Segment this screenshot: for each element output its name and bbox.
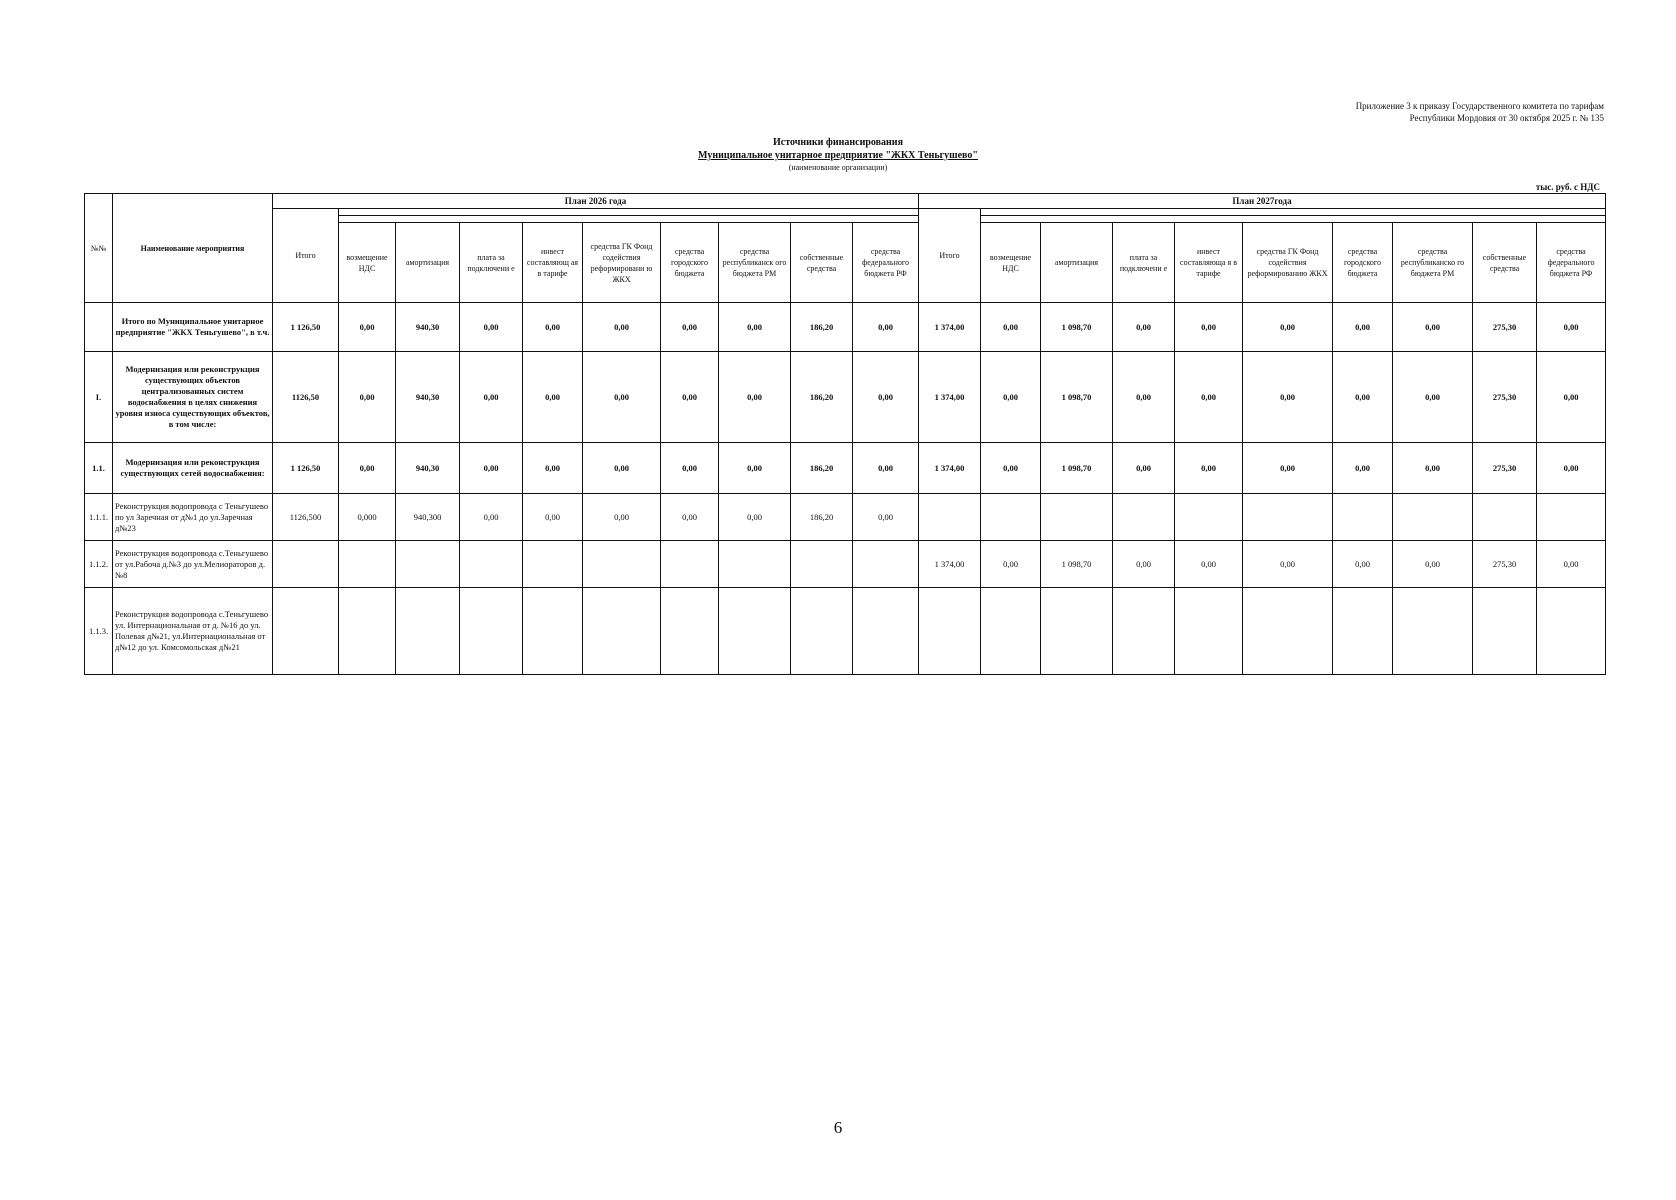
col-header: плата за подключени е (1113, 223, 1175, 303)
col-header: возмещение НДС (339, 223, 396, 303)
table-row (85, 588, 1606, 675)
cell-value (339, 588, 396, 675)
cell-value: 186,20 (791, 443, 853, 494)
cell-value: 1 098,70 (1041, 303, 1113, 352)
cell-value: 0,00 (523, 443, 583, 494)
cell-value: 0,00 (1113, 443, 1175, 494)
cell-value: 186,20 (791, 494, 853, 541)
col-header: инвест составляюща я в тарифе (1175, 223, 1243, 303)
cell-value: 0,00 (719, 443, 791, 494)
cell-value: 0,00 (1333, 443, 1393, 494)
cell-value: 1 126,50 (273, 443, 339, 494)
header-spacer (981, 216, 1606, 223)
row-name: Модернизация или реконструкция существующих объектов централизованных систем водоснабжения в целях снижения уровня износа существующих объектов, в том числе: (113, 352, 273, 443)
cell-value: 0,00 (1243, 443, 1333, 494)
cell-value: 0,00 (661, 494, 719, 541)
cell-value: 0,00 (1537, 443, 1606, 494)
cell-value: 0,00 (853, 352, 919, 443)
cell-value: 0,00 (853, 303, 919, 352)
cell-value (719, 588, 791, 675)
cell-value (1041, 588, 1113, 675)
cell-value: 0,000 (339, 494, 396, 541)
cell-value: 0,00 (339, 303, 396, 352)
cell-value (396, 541, 460, 588)
cell-value: 0,00 (853, 443, 919, 494)
row-number (85, 303, 113, 352)
cell-value (583, 541, 661, 588)
cell-value (791, 588, 853, 675)
cell-value: 0,00 (981, 443, 1041, 494)
cell-value (1473, 494, 1537, 541)
cell-value (1537, 494, 1606, 541)
row-number: 1.1. (85, 443, 113, 494)
cell-value (583, 588, 661, 675)
cell-value (791, 541, 853, 588)
cell-value: 0,00 (1333, 303, 1393, 352)
col-num-header: №№ (85, 194, 113, 303)
cell-value (1113, 588, 1175, 675)
cell-value: 0,00 (981, 303, 1041, 352)
cell-value: 0,00 (523, 352, 583, 443)
cell-value (339, 541, 396, 588)
cell-value (853, 541, 919, 588)
cell-value: 1 098,70 (1041, 443, 1113, 494)
cell-value: 0,00 (1175, 352, 1243, 443)
row-name: Модернизация или реконструкция существующих сетей водоснабжения: (113, 443, 273, 494)
col-name-header: Наименование мероприятия (113, 194, 273, 303)
table-row (85, 541, 1606, 588)
plan-2026-header: План 2026 года (273, 194, 919, 209)
cell-value: 186,20 (791, 303, 853, 352)
cell-value (1243, 494, 1333, 541)
cell-value (523, 588, 583, 675)
cell-value: 0,00 (583, 352, 661, 443)
cell-value: 1126,50 (273, 352, 339, 443)
cell-value: 0,00 (661, 352, 719, 443)
col-header: амортизация (396, 223, 460, 303)
cell-value: 1 098,70 (1041, 541, 1113, 588)
cell-value: 0,00 (460, 303, 523, 352)
cell-value: 1 374,00 (919, 352, 981, 443)
col-header: Итого (273, 209, 339, 303)
cell-value (661, 541, 719, 588)
cell-value: 0,00 (460, 352, 523, 443)
col-header: плата за подключени е (460, 223, 523, 303)
cell-value: 0,00 (1333, 352, 1393, 443)
cell-value (1473, 588, 1537, 675)
col-header: средства городского бюджета (661, 223, 719, 303)
cell-value: 0,00 (523, 494, 583, 541)
appendix-line-1: Приложение 3 к приказу Государственного комитета по тарифам (1355, 101, 1604, 111)
table-row (85, 303, 1606, 352)
cell-value (1175, 588, 1243, 675)
cell-value: 1 374,00 (919, 443, 981, 494)
col-header: Итого (919, 209, 981, 303)
cell-value: 275,30 (1473, 352, 1537, 443)
cell-value: 0,00 (1175, 541, 1243, 588)
table-row (85, 443, 1606, 494)
col-header: средства ГК Фонд содействия реформировани ю ЖКХ (583, 223, 661, 303)
cell-value: 1 374,00 (919, 303, 981, 352)
cell-value: 0,00 (853, 494, 919, 541)
col-header: средства федерального бюджета РФ (1537, 223, 1606, 303)
cell-value (1113, 494, 1175, 541)
cell-value: 0,00 (661, 443, 719, 494)
row-number: 1.1.3. (85, 588, 113, 675)
cell-value: 0,00 (1393, 352, 1473, 443)
cell-value (523, 541, 583, 588)
col-header: собственные средства (1473, 223, 1537, 303)
col-header: средства республиканск ого бюджета РМ (719, 223, 791, 303)
cell-value (396, 588, 460, 675)
cell-value: 0,00 (1243, 303, 1333, 352)
header-spacer (981, 209, 1606, 216)
cell-value: 1126,500 (273, 494, 339, 541)
table-row (85, 352, 1606, 443)
cell-value: 0,00 (1393, 443, 1473, 494)
cell-value: 940,30 (396, 303, 460, 352)
cell-value (273, 541, 339, 588)
cell-value (981, 494, 1041, 541)
table-row (85, 494, 1606, 541)
col-header: средства городского бюджета (1333, 223, 1393, 303)
cell-value (1393, 494, 1473, 541)
document-title: Источники финансирования (773, 137, 903, 148)
row-number: 1.1.2. (85, 541, 113, 588)
row-name: Итого по Муниципальное унитарное предприятие "ЖКХ Теньгушево", в т.ч. (113, 303, 273, 352)
cell-value: 0,00 (583, 303, 661, 352)
row-name: Реконструкция водопровода с.Теньгушево от ул.Рабоча д.№3 до ул.Мелиораторов д. №8 (113, 541, 273, 588)
cell-value (1175, 494, 1243, 541)
cell-value: 0,00 (719, 352, 791, 443)
cell-value (460, 588, 523, 675)
cell-value (273, 588, 339, 675)
cell-value: 0,00 (1243, 541, 1333, 588)
cell-value: 275,30 (1473, 541, 1537, 588)
cell-value (1243, 588, 1333, 675)
cell-value: 0,00 (339, 443, 396, 494)
cell-value: 0,00 (1175, 443, 1243, 494)
cell-value: 0,00 (1175, 303, 1243, 352)
col-header: средства республиканско го бюджета РМ (1393, 223, 1473, 303)
plan-2027-header: План 2027года (919, 194, 1606, 209)
cell-value (853, 588, 919, 675)
header-spacer (339, 216, 919, 223)
cell-value: 0,00 (460, 443, 523, 494)
cell-value: 0,00 (1393, 303, 1473, 352)
row-name: Реконструкция водопровода с Теньгушево по ул Заречная от д№1 до ул.Заречная д№23 (113, 494, 273, 541)
organization-name: Муниципальное унитарное предприятие "ЖКХ Теньгушево" (698, 150, 978, 161)
cell-value: 0,00 (719, 303, 791, 352)
appendix-line-2: Республики Мордовия от 30 октября 2025 г. № 135 (1409, 113, 1604, 123)
col-header: амортизация (1041, 223, 1113, 303)
cell-value (919, 494, 981, 541)
cell-value (460, 541, 523, 588)
col-header: возмещение НДС (981, 223, 1041, 303)
cell-value: 275,30 (1473, 443, 1537, 494)
cell-value (661, 588, 719, 675)
title-block (0, 136, 1676, 173)
cell-value: 940,30 (396, 352, 460, 443)
cell-value: 1 374,00 (919, 541, 981, 588)
col-header: инвест составляющ ая в тарифе (523, 223, 583, 303)
cell-value (1537, 588, 1606, 675)
cell-value: 0,00 (1243, 352, 1333, 443)
cell-value: 0,00 (1537, 541, 1606, 588)
cell-value (719, 541, 791, 588)
cell-value (1333, 494, 1393, 541)
units-label: тыс. руб. с НДС (1535, 182, 1600, 192)
cell-value: 1 098,70 (1041, 352, 1113, 443)
header-spacer (339, 209, 919, 216)
col-header: собственные средства (791, 223, 853, 303)
cell-value (1333, 588, 1393, 675)
cell-value: 0,00 (981, 352, 1041, 443)
cell-value: 0,00 (661, 303, 719, 352)
page-number: 6 (833, 1118, 843, 1137)
cell-value: 0,00 (719, 494, 791, 541)
cell-value: 0,00 (583, 443, 661, 494)
cell-value: 0,00 (1537, 352, 1606, 443)
col-header: средства федерального бюджета РФ (853, 223, 919, 303)
row-name: Реконструкция водопровода с.Теньгушево ул. Интернациональная от д. №16 до ул. Полевая д№21, ул.Интернациональная от д№12 до ул. Комсомольская д№21 (113, 588, 273, 675)
cell-value: 0,00 (1333, 541, 1393, 588)
cell-value: 940,300 (396, 494, 460, 541)
cell-value: 940,30 (396, 443, 460, 494)
financing-table (84, 193, 1606, 675)
cell-value: 0,00 (1113, 303, 1175, 352)
cell-value: 275,30 (1473, 303, 1537, 352)
cell-value: 0,00 (1393, 541, 1473, 588)
cell-value: 1 126,50 (273, 303, 339, 352)
cell-value: 0,00 (339, 352, 396, 443)
row-number: 1.1.1. (85, 494, 113, 541)
appendix-note (1274, 100, 1604, 124)
cell-value: 186,20 (791, 352, 853, 443)
cell-value (981, 588, 1041, 675)
cell-value: 0,00 (1537, 303, 1606, 352)
cell-value: 0,00 (1113, 541, 1175, 588)
cell-value: 0,00 (1113, 352, 1175, 443)
row-number: I. (85, 352, 113, 443)
cell-value: 0,00 (460, 494, 523, 541)
cell-value (1041, 494, 1113, 541)
cell-value: 0,00 (981, 541, 1041, 588)
col-header: средства ГК Фонд содействия реформированию ЖКХ (1243, 223, 1333, 303)
cell-value: 0,00 (523, 303, 583, 352)
organization-caption: (наименование организации) (788, 163, 888, 172)
cell-value: 0,00 (583, 494, 661, 541)
cell-value (919, 588, 981, 675)
cell-value (1393, 588, 1473, 675)
